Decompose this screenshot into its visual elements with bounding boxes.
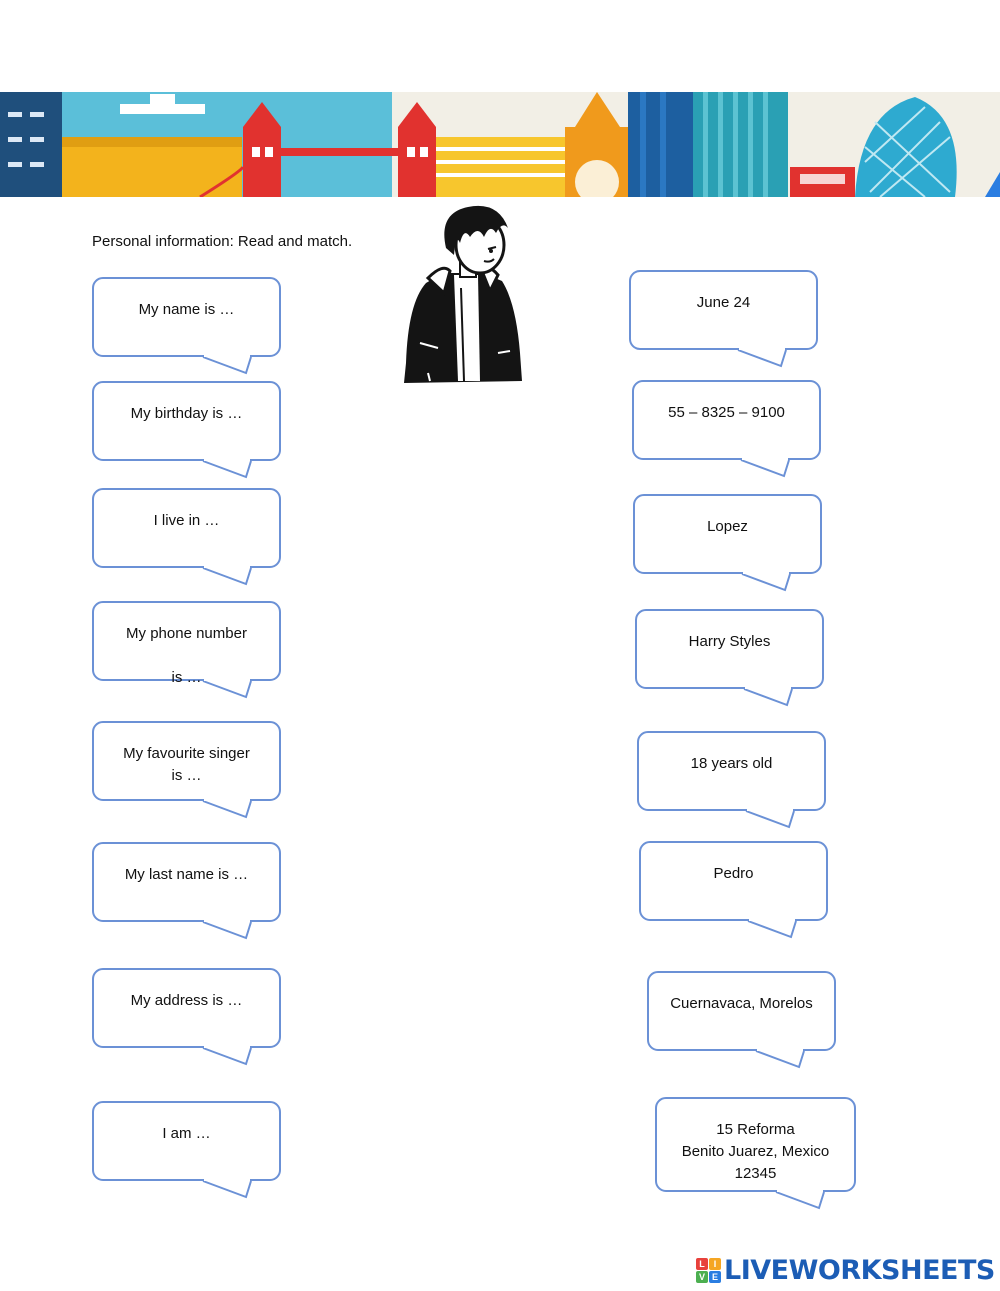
speech-tail-icon [742, 687, 802, 709]
answer-bubble[interactable] [632, 380, 821, 460]
prompt-text: My favourite singer is … [123, 745, 250, 784]
speech-tail-icon [740, 572, 800, 594]
answer-bubble[interactable] [647, 971, 836, 1051]
instruction-text: Personal information: Read and match. [92, 233, 353, 250]
prompt-text: I live in … [153, 512, 220, 529]
prompt-text: I am … [162, 1125, 211, 1142]
answer-text: 18 years old [690, 755, 773, 772]
answer-bubble[interactable] [635, 609, 824, 689]
speech-tail-icon [746, 919, 806, 941]
prompt-bubble[interactable] [92, 721, 281, 801]
boy-illustration [398, 203, 528, 385]
answer-bubble[interactable] [655, 1097, 856, 1192]
answer-bubble[interactable] [629, 270, 818, 350]
speech-tail-icon [201, 799, 261, 821]
answer-text: Harry Styles [688, 633, 771, 650]
prompt-bubble[interactable] [92, 381, 281, 461]
speech-tail-icon [201, 679, 261, 701]
prompt-bubble[interactable] [92, 601, 281, 686]
logo-letter: V [696, 1271, 708, 1283]
answer-text: Pedro [713, 865, 754, 882]
speech-tail-icon [201, 920, 261, 942]
prompt-bubble[interactable] [92, 968, 281, 1048]
speech-tail-icon [201, 1046, 261, 1068]
liveworksheets-logo [696, 1255, 995, 1285]
prompt-text: My phone number is … [126, 625, 247, 686]
speech-tail-icon [201, 566, 261, 588]
prompt-text: My last name is … [124, 866, 249, 883]
answer-bubble[interactable] [639, 841, 828, 921]
speech-tail-icon [201, 459, 261, 481]
prompt-bubble[interactable] [92, 488, 281, 568]
speech-tail-icon [774, 1190, 834, 1212]
prompt-text: My birthday is … [130, 405, 243, 422]
answer-bubble[interactable] [633, 494, 822, 574]
prompt-bubble[interactable] [92, 842, 281, 922]
speech-tail-icon [201, 1179, 261, 1201]
logo-letter: I [709, 1258, 721, 1270]
answer-bubble[interactable] [637, 731, 826, 811]
logo-letter: E [709, 1271, 721, 1283]
prompt-bubble[interactable] [92, 277, 281, 357]
prompt-text: My name is … [138, 301, 235, 318]
logo-letter: L [696, 1258, 708, 1270]
speech-tail-icon [744, 809, 804, 831]
answer-text: Cuernavaca, Morelos [670, 995, 813, 1012]
speech-tail-icon [736, 348, 796, 370]
logo-mark-icon [696, 1258, 721, 1283]
answer-text: 55 – 8325 – 9100 [668, 404, 785, 421]
logo-text: LIVEWORKSHEETS [724, 1254, 995, 1286]
speech-tail-icon [739, 458, 799, 480]
prompt-bubble[interactable] [92, 1101, 281, 1181]
answer-text: June 24 [696, 294, 751, 311]
prompt-text: My address is … [130, 992, 243, 1009]
london-skyline-banner [0, 92, 1000, 197]
speech-tail-icon [201, 355, 261, 377]
answer-text: 15 Reforma Benito Juarez, Mexico 12345 [681, 1121, 830, 1182]
answer-text: Lopez [707, 518, 748, 535]
speech-tail-icon [754, 1049, 814, 1071]
